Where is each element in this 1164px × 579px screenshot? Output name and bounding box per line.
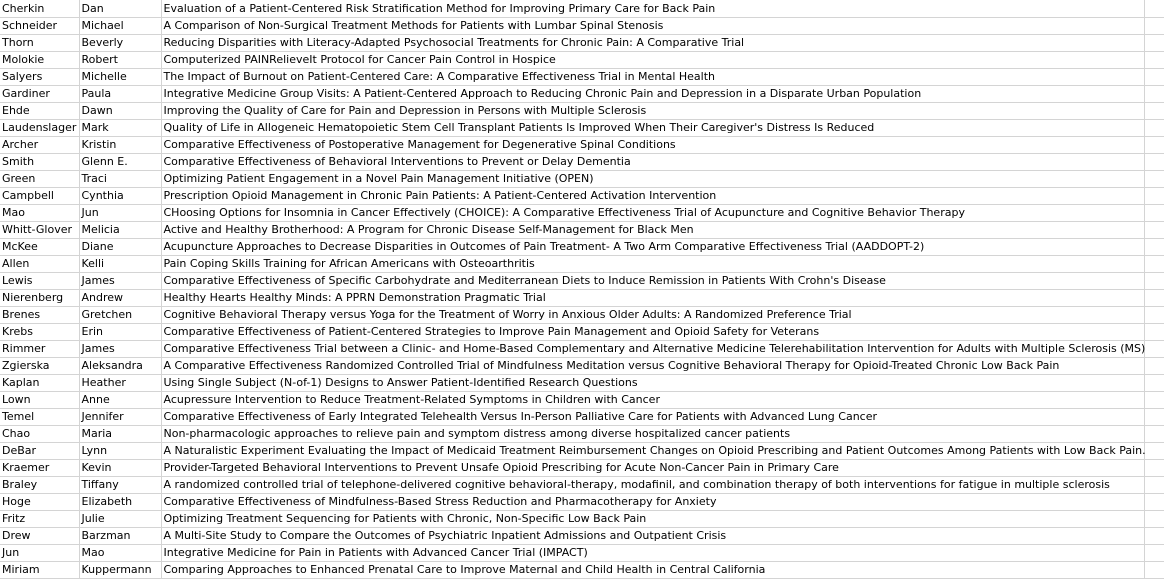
cell-empty[interactable]	[1144, 510, 1164, 527]
cell-project-title[interactable]: Non-pharmacologic approaches to relieve pain and symptom distress among diverse hospitalized cancer patients	[161, 425, 1144, 442]
cell-empty[interactable]	[1144, 221, 1164, 238]
cell-empty[interactable]	[1144, 408, 1164, 425]
cell-first-name[interactable]: Kristin	[79, 136, 161, 153]
table-row	[0, 34, 1164, 51]
table-row	[0, 527, 1164, 544]
cell-last-name[interactable]: Brenes	[0, 306, 79, 323]
cell-first-name[interactable]: Jennifer	[79, 408, 161, 425]
cell-first-name[interactable]: Kelli	[79, 255, 161, 272]
cell-last-name[interactable]: Jun	[0, 544, 79, 561]
cell-first-name[interactable]: Michelle	[79, 68, 161, 85]
cell-project-title[interactable]: Optimizing Patient Engagement in a Novel Pain Management Initiative (OPEN)	[161, 170, 1144, 187]
cell-empty[interactable]	[1144, 153, 1164, 170]
cell-first-name[interactable]: Glenn E.	[79, 153, 161, 170]
cell-empty[interactable]	[1144, 391, 1164, 408]
cell-project-title[interactable]: Optimizing Treatment Sequencing for Patients with Chronic, Non-Specific Low Back Pain	[161, 510, 1144, 527]
cell-last-name[interactable]: Whitt-Glover	[0, 221, 79, 238]
cell-last-name[interactable]: Molokie	[0, 51, 79, 68]
cell-project-title[interactable]: Reducing Disparities with Literacy-Adapted Psychosocial Treatments for Chronic Pain: A Comparative Trial	[161, 34, 1144, 51]
cell-project-title[interactable]: Improving the Quality of Care for Pain and Depression in Persons with Multiple Sclerosis	[161, 102, 1144, 119]
cell-project-title[interactable]: Comparative Effectiveness Trial between a Clinic- and Home-Based Complementary and Alternative Medicine Telerehabilitation Intervention for Adults with Multiple Sclerosis (MS)	[161, 340, 1144, 357]
cell-last-name[interactable]: Temel	[0, 408, 79, 425]
cell-first-name[interactable]: Dan	[79, 0, 161, 17]
cell-project-title[interactable]: Provider-Targeted Behavioral Interventions to Prevent Unsafe Opioid Prescribing for Acute Non-Cancer Pain in Primary Care	[161, 459, 1144, 476]
cell-empty[interactable]	[1144, 255, 1164, 272]
cell-project-title[interactable]: Comparative Effectiveness of Mindfulness-Based Stress Reduction and Pharmacotherapy for Anxiety	[161, 493, 1144, 510]
cell-project-title[interactable]: Using Single Subject (N-of-1) Designs to Answer Patient-Identified Research Questions	[161, 374, 1144, 391]
cell-last-name[interactable]: Salyers	[0, 68, 79, 85]
cell-project-title[interactable]: Comparative Effectiveness of Specific Carbohydrate and Mediterranean Diets to Induce Remission in Patients With Crohn's Disease	[161, 272, 1144, 289]
table-row	[0, 238, 1164, 255]
cell-last-name[interactable]: Nierenberg	[0, 289, 79, 306]
table-row	[0, 272, 1164, 289]
cell-first-name[interactable]: Maria	[79, 425, 161, 442]
cell-first-name[interactable]: Aleksandra	[79, 357, 161, 374]
cell-project-title[interactable]: Comparative Effectiveness of Early Integrated Telehealth Versus In-Person Palliative Care for Patients with Advanced Lung Cancer	[161, 408, 1144, 425]
cell-first-name[interactable]: Michael	[79, 17, 161, 34]
cell-empty[interactable]	[1144, 51, 1164, 68]
cell-empty[interactable]	[1144, 238, 1164, 255]
table-row	[0, 561, 1164, 578]
cell-project-title[interactable]: Active and Healthy Brotherhood: A Program for Chronic Disease Self-Management for Black Men	[161, 221, 1144, 238]
cell-empty[interactable]	[1144, 493, 1164, 510]
table-row	[0, 255, 1164, 272]
table-row	[0, 510, 1164, 527]
cell-empty[interactable]	[1144, 476, 1164, 493]
cell-project-title[interactable]: Quality of Life in Allogeneic Hematopoietic Stem Cell Transplant Patients Is Improved When Their Caregiver's Distress Is Reduced	[161, 119, 1144, 136]
cell-first-name[interactable]: Lynn	[79, 442, 161, 459]
cell-first-name[interactable]: Andrew	[79, 289, 161, 306]
cell-empty[interactable]	[1144, 102, 1164, 119]
cell-project-title[interactable]: Acupuncture Approaches to Decrease Disparities in Outcomes of Pain Treatment- A Two Arm Comparative Effectiveness Trial (AADDOPT-2)	[161, 238, 1144, 255]
cell-project-title[interactable]: Comparative Effectiveness of Patient-Centered Strategies to Improve Pain Management and Opioid Safety for Veterans	[161, 323, 1144, 340]
cell-first-name[interactable]: Julie	[79, 510, 161, 527]
cell-empty[interactable]	[1144, 340, 1164, 357]
table-row	[0, 221, 1164, 238]
cell-last-name[interactable]: Drew	[0, 527, 79, 544]
cell-empty[interactable]	[1144, 306, 1164, 323]
table-row	[0, 374, 1164, 391]
table-row	[0, 306, 1164, 323]
cell-last-name[interactable]: Braley	[0, 476, 79, 493]
cell-first-name[interactable]: Jun	[79, 204, 161, 221]
table-row	[0, 204, 1164, 221]
cell-project-title[interactable]: Cognitive Behavioral Therapy versus Yoga for the Treatment of Worry in Anxious Older Adults: A Randomized Preference Trial	[161, 306, 1144, 323]
cell-empty[interactable]	[1144, 357, 1164, 374]
table-row	[0, 153, 1164, 170]
table-row	[0, 544, 1164, 561]
cell-last-name[interactable]: Campbell	[0, 187, 79, 204]
cell-last-name[interactable]: McKee	[0, 238, 79, 255]
cell-project-title[interactable]: A Comparison of Non-Surgical Treatment Methods for Patients with Lumbar Spinal Stenosis	[161, 17, 1144, 34]
table-row	[0, 323, 1164, 340]
cell-project-title[interactable]: Computerized PAINRelieveIt Protocol for Cancer Pain Control in Hospice	[161, 51, 1144, 68]
cell-last-name[interactable]: Hoge	[0, 493, 79, 510]
cell-last-name[interactable]: Rimmer	[0, 340, 79, 357]
cell-first-name[interactable]: Mark	[79, 119, 161, 136]
cell-last-name[interactable]: Mao	[0, 204, 79, 221]
cell-first-name[interactable]: Heather	[79, 374, 161, 391]
cell-project-title[interactable]: Acupressure Intervention to Reduce Treatment-Related Symptoms in Children with Cancer	[161, 391, 1144, 408]
cell-empty[interactable]	[1144, 561, 1164, 578]
cell-project-title[interactable]: Evaluation of a Patient-Centered Risk Stratification Method for Improving Primary Care for Back Pain	[161, 0, 1144, 17]
cell-empty[interactable]	[1144, 459, 1164, 476]
table-row	[0, 187, 1164, 204]
cell-first-name[interactable]: Barzman	[79, 527, 161, 544]
cell-first-name[interactable]: Diane	[79, 238, 161, 255]
table-row	[0, 51, 1164, 68]
cell-project-title[interactable]: Healthy Hearts Healthy Minds: A PPRN Demonstration Pragmatic Trial	[161, 289, 1144, 306]
cell-empty[interactable]	[1144, 374, 1164, 391]
table-row	[0, 136, 1164, 153]
table-row	[0, 476, 1164, 493]
table-row	[0, 459, 1164, 476]
cell-project-title[interactable]: Integrative Medicine Group Visits: A Patient-Centered Approach to Reducing Chronic Pain and Depression in a Disparate Urban Population	[161, 85, 1144, 102]
cell-last-name[interactable]: Smith	[0, 153, 79, 170]
table-row	[0, 493, 1164, 510]
cell-empty[interactable]	[1144, 136, 1164, 153]
cell-last-name[interactable]: Green	[0, 170, 79, 187]
cell-project-title[interactable]: Comparing Approaches to Enhanced Prenatal Care to Improve Maternal and Child Health in Central California	[161, 561, 1144, 578]
cell-project-title[interactable]: CHoosing Options for Insomnia in Cancer Effectively (CHOICE): A Comparative Effectiveness Trial of Acupuncture and Cognitive Behavior Therapy	[161, 204, 1144, 221]
cell-project-title[interactable]: A Multi-Site Study to Compare the Outcomes of Psychiatric Inpatient Admissions and Outpatient Crisis	[161, 527, 1144, 544]
table-row	[0, 85, 1164, 102]
table-row	[0, 340, 1164, 357]
cell-last-name[interactable]: Zgierska	[0, 357, 79, 374]
cell-last-name[interactable]: Kraemer	[0, 459, 79, 476]
cell-first-name[interactable]: Anne	[79, 391, 161, 408]
cell-empty[interactable]	[1144, 119, 1164, 136]
cell-empty[interactable]	[1144, 442, 1164, 459]
table-row	[0, 68, 1164, 85]
cell-empty[interactable]	[1144, 272, 1164, 289]
cell-first-name[interactable]: Dawn	[79, 102, 161, 119]
cell-first-name[interactable]: Traci	[79, 170, 161, 187]
cell-empty[interactable]	[1144, 204, 1164, 221]
cell-first-name[interactable]: James	[79, 272, 161, 289]
cell-empty[interactable]	[1144, 187, 1164, 204]
cell-first-name[interactable]: Gretchen	[79, 306, 161, 323]
cell-last-name[interactable]: Archer	[0, 136, 79, 153]
cell-first-name[interactable]: Kuppermann	[79, 561, 161, 578]
cell-last-name[interactable]: Gardiner	[0, 85, 79, 102]
cell-empty[interactable]	[1144, 323, 1164, 340]
cell-empty[interactable]	[1144, 425, 1164, 442]
table-row	[0, 289, 1164, 306]
cell-first-name[interactable]: Robert	[79, 51, 161, 68]
table-row	[0, 102, 1164, 119]
cell-first-name[interactable]: Elizabeth	[79, 493, 161, 510]
cell-first-name[interactable]: Erin	[79, 323, 161, 340]
table-row	[0, 357, 1164, 374]
cell-empty[interactable]	[1144, 85, 1164, 102]
cell-last-name[interactable]: Thorn	[0, 34, 79, 51]
cell-last-name[interactable]: Allen	[0, 255, 79, 272]
cell-last-name[interactable]: Fritz	[0, 510, 79, 527]
cell-last-name[interactable]: Kaplan	[0, 374, 79, 391]
cell-last-name[interactable]: Cherkin	[0, 0, 79, 17]
cell-project-title[interactable]: Comparative Effectiveness of Behavioral Interventions to Prevent or Delay Dementia	[161, 153, 1144, 170]
cell-first-name[interactable]: Melicia	[79, 221, 161, 238]
cell-first-name[interactable]: Paula	[79, 85, 161, 102]
table-row	[0, 408, 1164, 425]
table-row	[0, 425, 1164, 442]
cell-last-name[interactable]: Ehde	[0, 102, 79, 119]
cell-last-name[interactable]: Krebs	[0, 323, 79, 340]
table-row	[0, 17, 1164, 34]
cell-last-name[interactable]: Miriam	[0, 561, 79, 578]
cell-first-name[interactable]: James	[79, 340, 161, 357]
cell-project-title[interactable]: The Impact of Burnout on Patient-Centered Care: A Comparative Effectiveness Trial in Mental Health	[161, 68, 1144, 85]
cell-empty[interactable]	[1144, 289, 1164, 306]
table-row	[0, 442, 1164, 459]
cell-empty[interactable]	[1144, 170, 1164, 187]
cell-project-title[interactable]: Integrative Medicine for Pain in Patients with Advanced Cancer Trial (IMPACT)	[161, 544, 1144, 561]
table-row	[0, 119, 1164, 136]
table-row	[0, 0, 1164, 17]
cell-empty[interactable]	[1144, 0, 1164, 17]
cell-empty[interactable]	[1144, 34, 1164, 51]
cell-first-name[interactable]: Cynthia	[79, 187, 161, 204]
cell-last-name[interactable]: Laudenslager	[0, 119, 79, 136]
cell-first-name[interactable]: Tiffany	[79, 476, 161, 493]
cell-empty[interactable]	[1144, 17, 1164, 34]
cell-first-name[interactable]: Beverly	[79, 34, 161, 51]
cell-empty[interactable]	[1144, 527, 1164, 544]
cell-last-name[interactable]: Lown	[0, 391, 79, 408]
cell-project-title[interactable]: A Naturalistic Experiment Evaluating the Impact of Medicaid Treatment Reimbursement Changes on Opioid Prescribing and Patient Outcomes Among Patients with Low Back Pain.	[161, 442, 1144, 459]
cell-empty[interactable]	[1144, 68, 1164, 85]
cell-project-title[interactable]: Pain Coping Skills Training for African Americans with Osteoarthritis	[161, 255, 1144, 272]
cell-last-name[interactable]: Schneider	[0, 17, 79, 34]
cell-last-name[interactable]: DeBar	[0, 442, 79, 459]
cell-last-name[interactable]: Chao	[0, 425, 79, 442]
cell-empty[interactable]	[1144, 544, 1164, 561]
table-row	[0, 170, 1164, 187]
cell-first-name[interactable]: Kevin	[79, 459, 161, 476]
cell-project-title[interactable]: A Comparative Effectiveness Randomized Controlled Trial of Mindfulness Meditation versus Cognitive Behavioral Therapy for Opioid-Treated Chronic Low Back Pain	[161, 357, 1144, 374]
cell-project-title[interactable]: A randomized controlled trial of telephone-delivered cognitive behavioral-therapy, modafinil, and combination therapy of both interventions for fatigue in multiple sclerosis	[161, 476, 1144, 493]
table-row	[0, 391, 1164, 408]
cell-first-name[interactable]: Mao	[79, 544, 161, 561]
cell-project-title[interactable]: Comparative Effectiveness of Postoperative Management for Degenerative Spinal Conditions	[161, 136, 1144, 153]
cell-project-title[interactable]: Prescription Opioid Management in Chronic Pain Patients: A Patient-Centered Activation Intervention	[161, 187, 1144, 204]
cell-last-name[interactable]: Lewis	[0, 272, 79, 289]
